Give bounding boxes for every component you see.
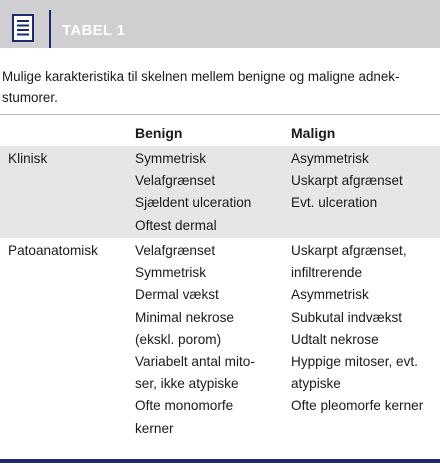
table-title: TABEL 1 <box>62 22 126 39</box>
document-list-icon <box>0 10 48 48</box>
row-label-klinisk: Klinisk <box>8 151 48 166</box>
cell-patoanatomisk-benign <box>135 240 255 440</box>
list-item: Hyppige mitoser, evt. <box>291 354 418 370</box>
list-item: Symmetrisk <box>135 265 206 281</box>
list-item: Asymmetrisk <box>291 151 369 166</box>
list-item: Sjældent ulceration <box>135 195 252 211</box>
table-header <box>0 0 440 48</box>
cell-patoanatomisk-malign <box>291 240 423 418</box>
cell-klinisk-malign <box>291 148 403 215</box>
table-bottom-rule <box>0 459 440 463</box>
column-header-malign: Malign <box>291 125 336 141</box>
column-header-benign: Benign <box>135 125 183 141</box>
list-item: Uskarpt afgrænset <box>291 173 403 189</box>
list-item: Variabelt antal mito- <box>135 354 255 370</box>
list-item: (ekskl. porom) <box>135 331 222 347</box>
header-divider <box>49 10 51 48</box>
list-item: Uskarpt afgrænset, <box>291 243 407 258</box>
list-item: ser, ikke atypiske <box>135 376 239 392</box>
list-item: Minimal nekrose <box>135 309 234 325</box>
list-item: kerner <box>135 420 174 436</box>
cell-klinisk-benign <box>135 148 251 237</box>
list-item: Oftest dermal <box>135 217 217 233</box>
list-item: atypiske <box>291 376 341 392</box>
list-item: Velafgrænset <box>135 173 216 189</box>
caption-rule <box>0 114 440 115</box>
list-item: Ofte monomorfe <box>135 398 234 414</box>
list-item: Asymmetrisk <box>291 287 369 303</box>
row-label-patoanatomisk: Patoanatomisk <box>8 243 98 258</box>
list-item: Ofte pleomorfe kerner <box>291 398 424 414</box>
list-item: infiltrerende <box>291 265 363 281</box>
table-caption: Mulige karakteristika til skelnen mellem benigne og maligne adnekstumorer. <box>2 69 400 105</box>
list-item: Symmetrisk <box>135 151 206 166</box>
list-item: Evt. ulceration <box>291 195 378 211</box>
list-item: Udtalt nekrose <box>291 331 379 347</box>
list-item: Dermal vækst <box>135 287 219 303</box>
list-item: Subkutal indvækst <box>291 309 403 325</box>
list-item: Velafgrænset <box>135 243 216 258</box>
